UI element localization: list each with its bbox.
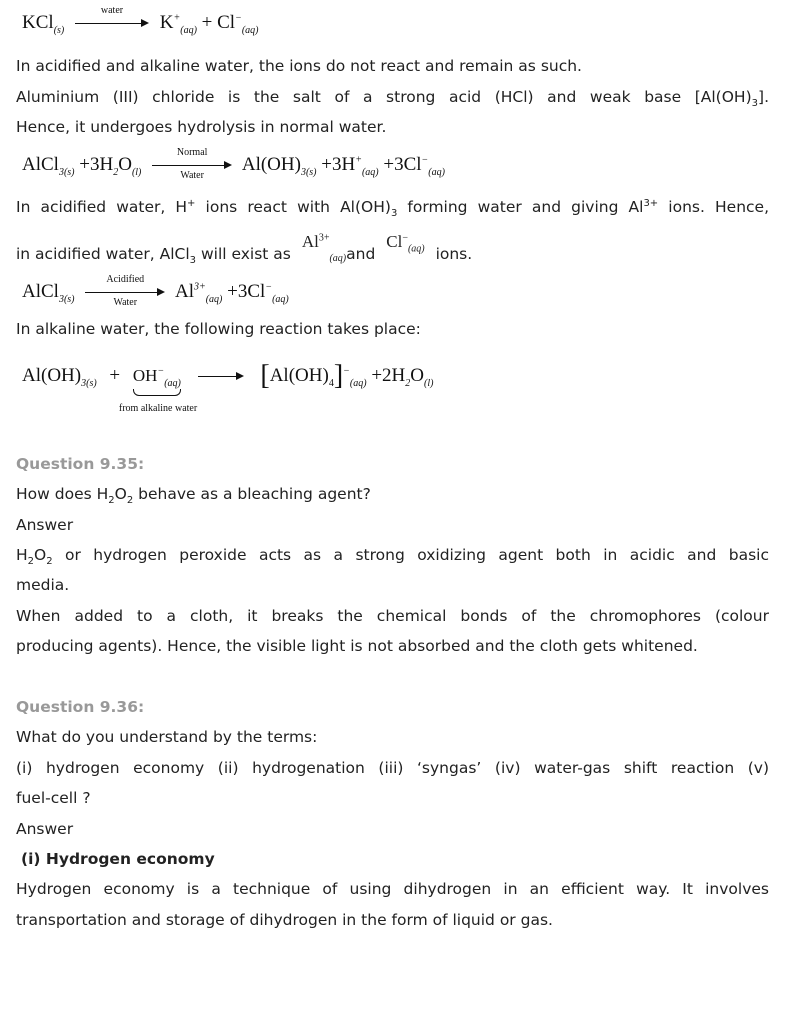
eq-charge: − bbox=[157, 365, 165, 377]
paragraph bbox=[16, 232, 473, 267]
equation-kcl-dissociation bbox=[22, 4, 259, 36]
answer-label: Answer bbox=[16, 820, 74, 838]
text: ]. bbox=[758, 88, 769, 106]
eq-term: Al bbox=[269, 365, 289, 386]
subscript: 2 bbox=[27, 556, 35, 568]
eq-term: Cl bbox=[386, 232, 403, 251]
eq-state: (s) bbox=[53, 24, 65, 36]
eq-state: 3(s) bbox=[58, 166, 75, 178]
text: or hydrogen peroxide acts as a strong oxidizing agent both in acidic and basic bbox=[52, 546, 769, 564]
eq-state: (aq) bbox=[205, 293, 223, 305]
paragraph: In alkaline water, the following reaction takes place: bbox=[16, 320, 421, 338]
eq-plus: + bbox=[201, 12, 213, 33]
superscript: + bbox=[187, 197, 196, 209]
underbrace-label: from alkaline water bbox=[118, 403, 198, 414]
reaction-arrow bbox=[85, 273, 165, 308]
eq-sub: 2 bbox=[405, 377, 411, 389]
arrow-label: Water bbox=[180, 169, 204, 181]
paragraph bbox=[16, 546, 769, 568]
arrow-label: Acidified bbox=[106, 273, 145, 285]
paragraph bbox=[16, 88, 769, 110]
subscript: 3 bbox=[189, 255, 197, 267]
eq-state: (aq) bbox=[241, 24, 259, 36]
eq-state: (l) bbox=[423, 377, 434, 389]
question-label: Question 9.36: bbox=[16, 698, 145, 716]
text: H bbox=[16, 546, 28, 564]
text: in acidified water, AlCl bbox=[16, 245, 190, 263]
reaction-arrow bbox=[198, 367, 244, 387]
eq-term: +3Cl bbox=[383, 154, 422, 175]
subscript: 2 bbox=[126, 495, 134, 507]
eq-charge: + bbox=[173, 12, 181, 24]
eq-state: 3(s) bbox=[300, 166, 317, 178]
text: ions. bbox=[435, 245, 473, 263]
reaction-arrow bbox=[75, 4, 149, 34]
eq-term: Al bbox=[22, 365, 41, 386]
text: ions. Hence, bbox=[658, 198, 769, 216]
text: O bbox=[114, 485, 127, 503]
question-label: Question 9.35: bbox=[16, 455, 145, 473]
eq-charge: − bbox=[235, 12, 242, 24]
text: Aluminium (III) chloride is the salt of a strong acid (HCl) and weak base [Al(OH) bbox=[16, 88, 752, 106]
eq-state: (aq) bbox=[361, 166, 379, 178]
arrow-label: water bbox=[100, 4, 124, 16]
paragraph: Hence, it undergoes hydrolysis in normal water. bbox=[16, 118, 387, 136]
question-text: What do you understand by the terms: bbox=[16, 728, 318, 746]
eq-state: (aq) bbox=[407, 243, 425, 255]
eq-plus: + bbox=[109, 365, 121, 386]
eq-state: 3(s) bbox=[58, 293, 75, 305]
text: How does H bbox=[16, 485, 109, 503]
bracket-close: ] bbox=[333, 360, 344, 391]
paragraph: When added to a cloth, it breaks the chemical bonds of the chromophores (colour bbox=[16, 607, 769, 625]
eq-term: +3Cl bbox=[227, 281, 266, 302]
eq-term: +2H bbox=[371, 365, 406, 386]
paragraph: transportation and storage of dihydrogen in the form of liquid or gas. bbox=[16, 911, 553, 929]
ion-cl-minus bbox=[386, 232, 425, 255]
bracket-open: [ bbox=[260, 360, 270, 391]
eq-state: (aq) bbox=[180, 24, 197, 36]
eq-state: (aq) bbox=[428, 166, 445, 178]
eq-term: +3H bbox=[79, 154, 114, 175]
section-heading: (i) Hydrogen economy bbox=[21, 850, 215, 868]
eq-state: (aq) bbox=[349, 377, 367, 389]
eq-state: (aq) bbox=[272, 293, 289, 305]
eq-term: O bbox=[410, 365, 424, 386]
ion-al3plus bbox=[301, 232, 347, 265]
subscript: 3 bbox=[390, 208, 398, 220]
equation-aloh3-alkaline bbox=[22, 360, 434, 414]
text: behave as a bleaching agent? bbox=[133, 485, 371, 503]
subscript: 2 bbox=[46, 556, 53, 568]
eq-charge: − bbox=[421, 154, 429, 166]
eq-charge: + bbox=[355, 154, 362, 166]
eq-charge: − bbox=[343, 365, 350, 377]
eq-term: AlCl bbox=[22, 281, 59, 302]
eq-sub: 2 bbox=[113, 166, 119, 178]
eq-state: (l) bbox=[131, 166, 142, 178]
paragraph: producing agents). Hence, the visible light is not absorbed and the cloth gets whitened. bbox=[16, 637, 698, 655]
eq-term: (OH) bbox=[41, 365, 82, 386]
text: ions react with Al(OH) bbox=[195, 198, 391, 216]
eq-term: (OH) bbox=[260, 154, 301, 175]
text: In acidified water, H bbox=[16, 198, 188, 216]
eq-term: K bbox=[159, 12, 174, 33]
question-text bbox=[16, 485, 371, 507]
eq-state: (aq) bbox=[329, 253, 347, 265]
eq-charge: 3+ bbox=[318, 232, 330, 244]
eq-charge: 3+ bbox=[193, 281, 206, 293]
eq-charge: − bbox=[265, 281, 273, 293]
eq-charge: − bbox=[402, 232, 408, 244]
equation-alcl3-acidified bbox=[22, 273, 289, 308]
superscript: 3+ bbox=[643, 197, 659, 209]
eq-term: Cl bbox=[217, 12, 236, 33]
question-text: fuel-cell ? bbox=[16, 789, 91, 807]
arrow-label: Water bbox=[113, 296, 138, 308]
subscript: 3 bbox=[751, 98, 759, 110]
underbrace bbox=[133, 389, 181, 396]
eq-term: O bbox=[118, 154, 132, 175]
arrow-label: Normal bbox=[176, 146, 208, 158]
text: forming water and giving Al bbox=[397, 198, 644, 216]
reaction-arrow bbox=[152, 146, 232, 181]
subscript: 2 bbox=[108, 495, 115, 507]
eq-term: AlCl bbox=[22, 154, 59, 175]
eq-sub: 4 bbox=[328, 377, 334, 389]
answer-label: Answer bbox=[16, 516, 74, 534]
equation-alcl3-hydrolysis bbox=[22, 146, 445, 181]
text: O bbox=[34, 546, 47, 564]
eq-term: Al bbox=[174, 281, 194, 302]
eq-term: Al bbox=[241, 154, 261, 175]
paragraph: Hydrogen economy is a technique of using dihydrogen in an efficient way. It involves bbox=[16, 880, 769, 898]
eq-term: Al bbox=[301, 232, 319, 251]
paragraph: media. bbox=[16, 576, 70, 594]
eq-term: OH bbox=[132, 366, 158, 385]
paragraph: In acidified and alkaline water, the ions do not react and remain as such. bbox=[16, 57, 582, 75]
text: and bbox=[346, 245, 376, 263]
eq-state: (aq) bbox=[164, 377, 181, 389]
eq-term: (OH) bbox=[288, 365, 329, 386]
question-text: (i) hydrogen economy (ii) hydrogenation (iii) ‘syngas’ (iv) water-gas shift reaction (v) bbox=[16, 759, 769, 777]
text: will exist as bbox=[196, 245, 291, 263]
paragraph bbox=[16, 197, 769, 220]
eq-state: 3(s) bbox=[81, 377, 97, 389]
hydroxide-group bbox=[118, 365, 198, 414]
eq-term: +3H bbox=[321, 154, 356, 175]
eq-term: KCl bbox=[22, 12, 54, 33]
